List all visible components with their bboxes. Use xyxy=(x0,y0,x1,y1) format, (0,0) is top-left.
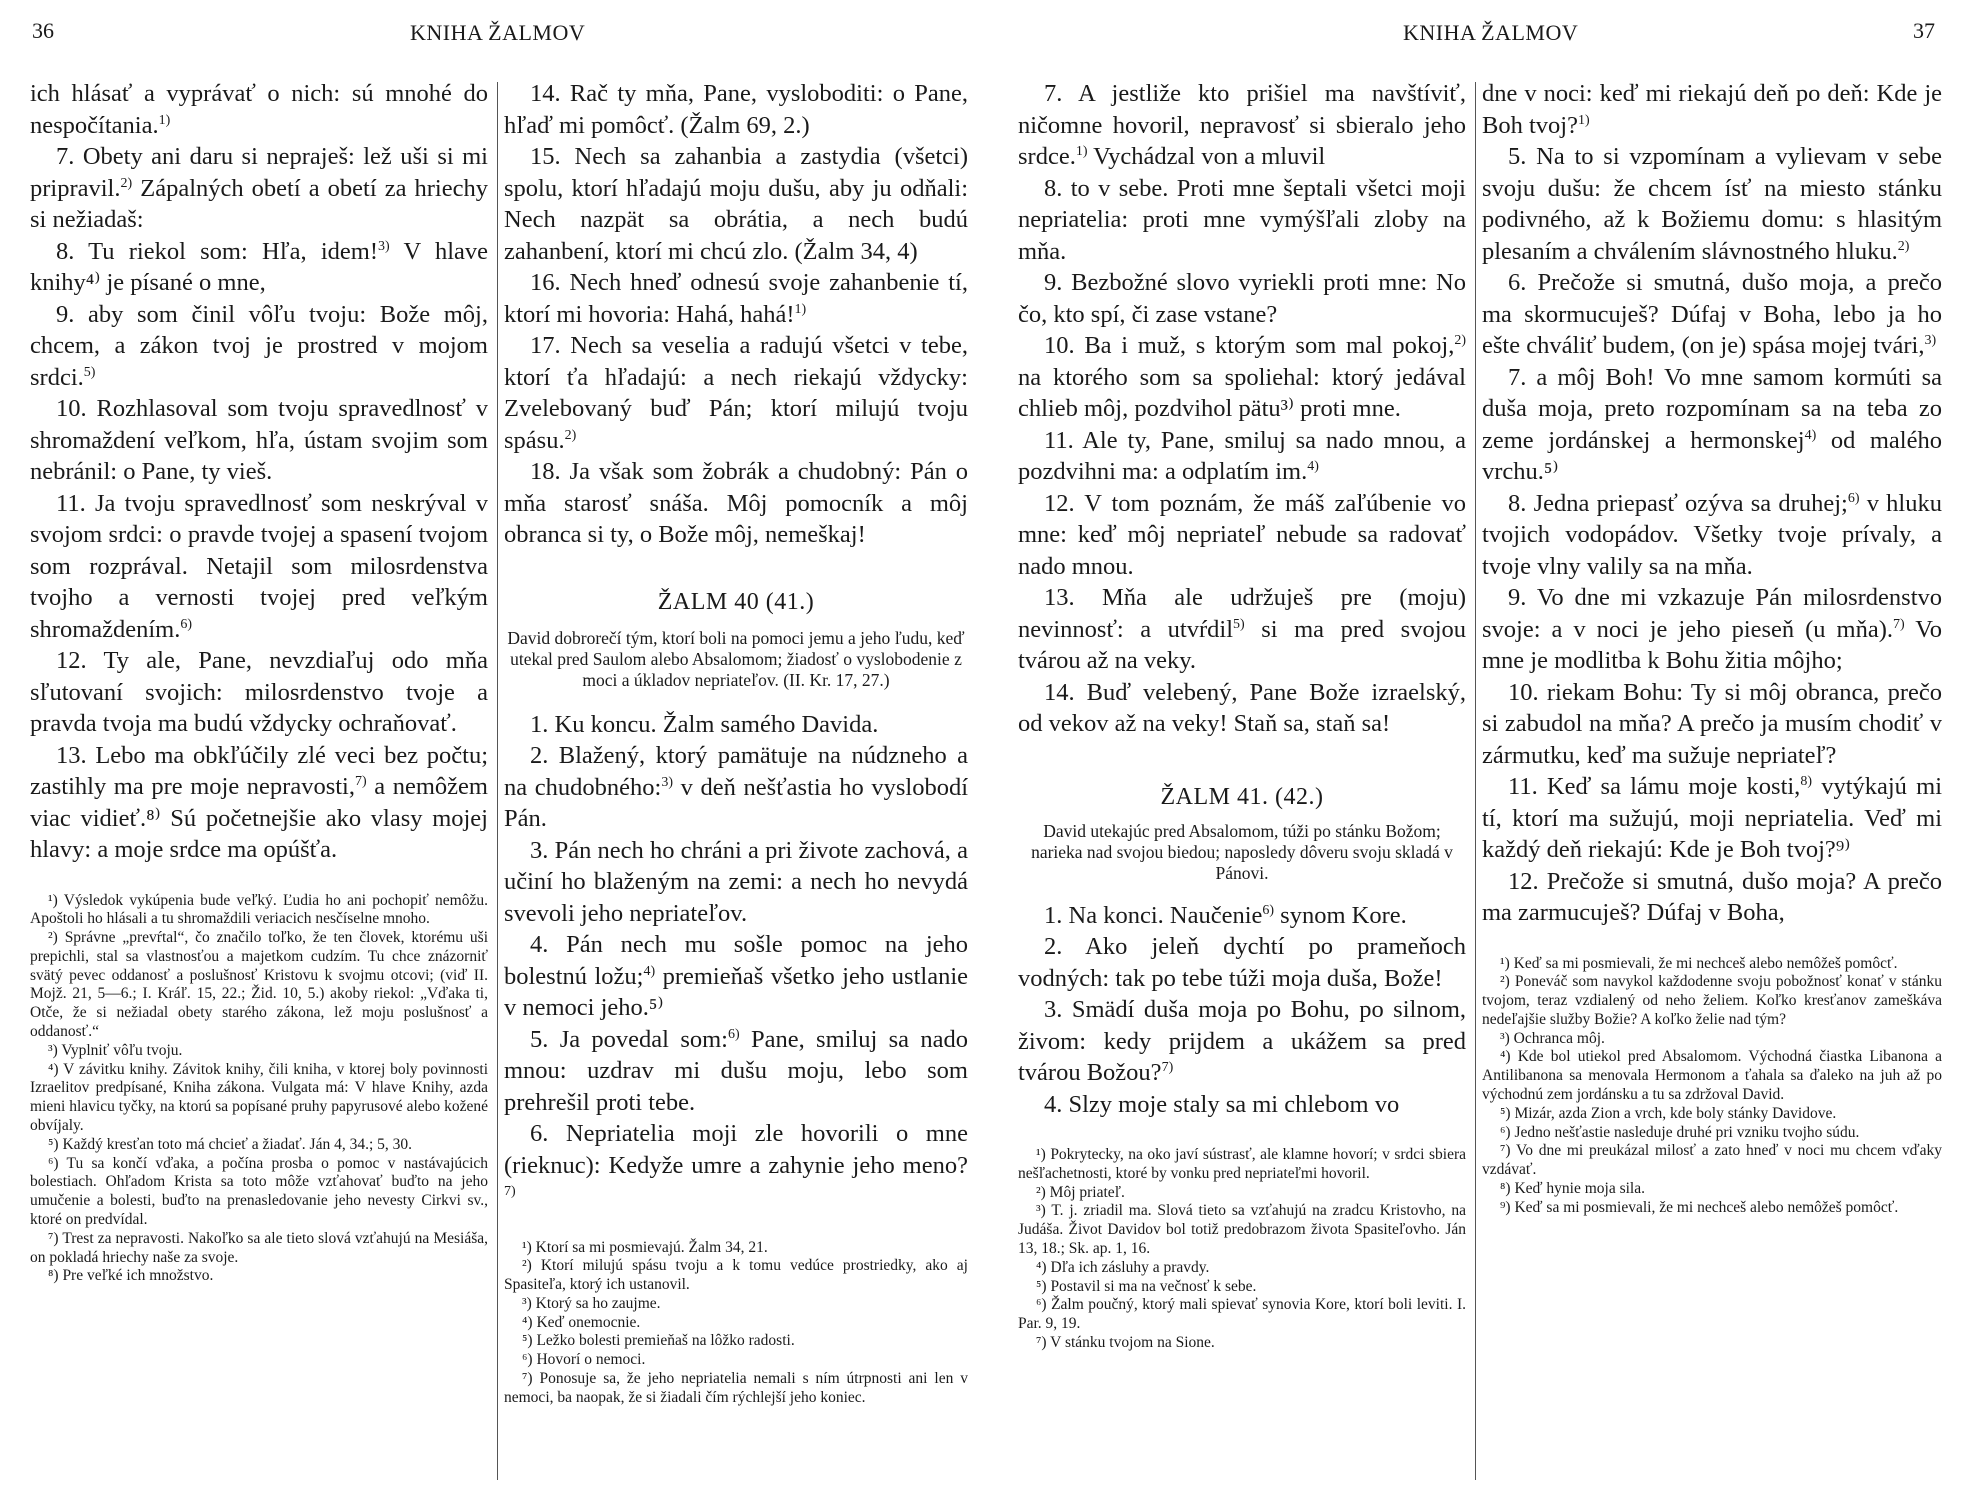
footnote: ⁷) Trest za nepravosti. Nakoľko sa ale tieto slová vzťahujú na Mesiáša, on pokladá hriechy naše za svoje. xyxy=(30,1229,488,1266)
footnote: ⁶) Hovorí o nemoci. xyxy=(522,1351,646,1369)
footnote: ¹) Keď sa mi posmievali, že mi nechceš alebo nemôžeš pomôcť. xyxy=(1500,954,1898,972)
verse-paragraph: 9. Vo dne mi vzkazuje Pán milosrdenstvo svoje: a v noci je jeho pieseň (u mňa).$^{7)}$ Vo mne je modlitba k Bohu žitia môjho; xyxy=(1482,584,1943,674)
verse-list xyxy=(1018,78,1466,740)
footnote: ³) T. j. zriadil ma. Slová tieto sa vzťahujú na zradcu Kristovho, na Judáša. Život Davidov bol totiž predobrazom života Spasiteľovho. Ján 13, 18.; Sk. ap. 1, 16. xyxy=(1018,1202,1466,1257)
verse-paragraph: 9. Bezbožné slovo vyriekli proti mne: No čo, kto spí, či zase vstane? xyxy=(1018,269,1466,328)
verse-paragraph: 10. Rozhlasoval som tvoju spravedlnosť v shromaždení veľkom, hľa, ústam svojim som nebránil: o Pane, ty vieš. xyxy=(30,395,488,485)
verse-paragraph: 12. Ty ale, Pane, nevzdiaľuj odo mňa sľutovaní svojich: milosrdenstvo tvoje a pravda tvoja ma budú vždycky ochraňovať. xyxy=(30,647,488,737)
footnote: ⁵) Každý kresťan toto má chcieť a žiadať. Ján 4, 34.; 5, 30. xyxy=(48,1135,413,1153)
footnotes xyxy=(1482,955,1942,1218)
footnote: ⁵) Ležko bolesti premieňaš na lôžko radosti. xyxy=(522,1332,795,1350)
verse-paragraph: ich hlásať a vyprávať o nich: sú mnohé do nespočítania.$^{1)}$ xyxy=(30,80,488,139)
footnote: ³) Ktorý sa ho zaujme. xyxy=(522,1294,661,1312)
verse-list xyxy=(504,78,968,551)
footnote: ²) Správne „prevŕtal“, čo značilo toľko, že ten človek, ktorému uši prepichli, stal sa vlastnosťou a majetkom cudzím. Tu chce znázorniť svätý pevec oddanosť a poslušnosť Kristovu k svojmu otcovi; (viď II. Mojž. 21, 5—6.; I. Kráľ. 15, 22.; Žid. 10, 5.) akoby riekol: „Vďaka ti, Otče, že si nežiadal obety starého zákona, lež moju poslušnosť a oddanosť.“ xyxy=(30,929,488,1041)
verse-paragraph: 6. Prečože si smutná, dušo moja, a prečo ma skormucuješ? Dúfaj v Boha, lebo ja ho ešte chváliť budem, (on je) spása mojej tvári,$^{3)}$ xyxy=(1482,269,1942,359)
verse-paragraph: 7. A jestliže kto prišiel ma navštíviť, ničomne hovoril, nepravosť si sbieralo jeho srdce.$^{1)}$ Vychádzal von a mluvil xyxy=(1018,80,1466,170)
verse-paragraph: 6. Nepriatelia moji zle hovorili o mne (rieknuc): Kedyže umre a zahynie jeho meno?$^{7)}$ xyxy=(504,1120,968,1199)
footnote: ²) Poneváč som navykol každodenne svoju pobožnosť konať v stánku tvojom, teraz vzdialený od neho želiem. Koľko kresťanov zameškáva nedeľajšie služby Božie? A koľko želie nad tým? xyxy=(1482,973,1942,1028)
verse-paragraph: 10. Ba i muž, s ktorým som mal pokoj,$^{2)}$ na ktorého som sa spoliehal: ktorý jedával chlieb môj, pozdvihol pätu³⁾ proti mne. xyxy=(1018,332,1466,422)
verse-list xyxy=(1018,900,1466,1121)
verse-paragraph: 8. Tu riekol som: Hľa, idem!$^{3)}$ V hlave knihy⁴⁾ je písané o mne, xyxy=(30,237,489,296)
column-divider xyxy=(497,82,498,1480)
footnote: ⁴) Kde bol utiekol pred Absalomom. Východná čiastka Libanona a Antilibanona sa menovala Hermonom a ťahala sa ďaleko na juh až po východnú zem jordánsku a tu sa zdržoval David. xyxy=(1482,1048,1942,1104)
footnote: ⁵) Mizár, azda Zion a vrch, kde boly stánky Davidove. xyxy=(1500,1104,1837,1122)
verse-paragraph: 7. a môj Boh! Vo mne samom kormúti sa duša moja, preto rozpomínam sa na teba zo zeme jordánskej a hermonskej$^{4)}$ od malého vrchu.⁵⁾ xyxy=(1482,363,1942,485)
verse-paragraph: 8. to v sebe. Proti mne šeptali všetci moji nepriatelia: proti mne vymýšľali zloby na mňa. xyxy=(1018,174,1466,265)
page-number: 37 xyxy=(1913,18,1935,43)
footnote: ⁶) Jedno nešťastie nasleduje druhé pri vzniku tvojho súdu. xyxy=(1500,1123,1860,1141)
footnote: ⁴) Dľa ich zásluhy a pravdy. xyxy=(1036,1258,1210,1276)
footnote: ⁴) V závitku knihy. Závitok knihy, čili kniha, v ktorej boly povinnosti Izraelitov predpísané, Kniha zákona. Vulgata má: V hlave Knihy, azda mieni hlavicu tyčky, na ktorú sa popísané pruhy papyrusové alebo kožené obvíjaly. xyxy=(30,1060,488,1135)
left-page-column-1 xyxy=(30,78,488,1286)
column-divider xyxy=(1475,82,1476,1480)
footnote: ⁶) Žalm poučný, ktorý mali spievať synovia Kore, ktorí boli leviti. I. Par. 9, 19. xyxy=(1018,1296,1466,1333)
psalm-heading: ŽALM 40 (41.) xyxy=(657,588,815,615)
verse-paragraph: 4. Pán nech mu sošle pomoc na jeho bolestnú ložu;$^{4)}$ premieňaš všetko jeho ustlanie v nemoci jeho.⁵⁾ xyxy=(504,931,968,1021)
footnotes xyxy=(504,1239,968,1408)
verse-paragraph: 15. Nech sa zahanbia a zastydia (všetci) spolu, ktorí hľadajú moju dušu, aby ju odňali: Nech nazpät sa obrátia, a nech budú zahanbení, ktorí mi chcú zlo. (Žalm 34, 4) xyxy=(504,143,968,265)
verse-paragraph: 7. Obety ani daru si nepraješ: lež uši si mi pripravil.$^{2)}$ Zápalných obetí a obetí za hriechy si nežiadaš: xyxy=(30,143,488,233)
verse-paragraph: 9. aby som činil vôľu tvoju: Bože môj, chcem, a zákon tvoj je prostred v mojom srdci.$^{5)}$ xyxy=(30,300,488,391)
verse-paragraph: 14. Rač ty mňa, Pane, vysloboditi: o Pane, hľaď mi pomôcť. (Žalm 69, 2.) xyxy=(504,80,968,139)
right-page-column-2 xyxy=(1482,78,1942,1218)
right-page xyxy=(985,0,1971,1500)
verse-paragraph: 18. Ja však som žobrák a chudobný: Pán o mňa starosť snáša. Môj pomocník a môj obranca si ty, o Bože môj, nemeškaj! xyxy=(504,458,968,548)
verse-paragraph: 3. Smädí duša moja po Bohu, po silnom, živom: kedy prijdem a ukážem sa pred tvárou Božou?$^{7)}$ xyxy=(1018,996,1466,1086)
footnote: ⁸) Keď hynie moja sila. xyxy=(1500,1180,1645,1198)
verse-paragraph: 8. Jedna priepasť ozýva sa druhej;$^{6)}$ v hluku tvojich vodopádov. Všetky tvoje prívaly, a tvoje vlny valily sa na mňa. xyxy=(1482,489,1942,580)
verse-paragraph: 2. Ako jeleň dychtí po prameňoch vodných: tak po tebe túži moja duša, Bože! xyxy=(1018,933,1466,992)
verse-paragraph: 16. Nech hneď odnesú svoje zahanbenie tí, ktorí mi hovoria: Hahá, hahá!$^{1)}$ xyxy=(504,269,968,328)
verse-paragraph: 12. Prečože si smutná, dušo moja? A prečo ma zarmucuješ? Dúfaj v Boha, xyxy=(1482,867,1942,926)
footnote: ⁷) Vo dne mi preukázal milosť a zato hneď v noci mu chcem vďaky vzdávať. xyxy=(1482,1142,1942,1179)
footnote: ⁴) Keď onemocnie. xyxy=(522,1313,641,1331)
verse-paragraph: 13. Mňa ale udržuješ pre (moju) nevinnosť: a utvŕdil$^{5)}$ si ma pred svojou tvárou až na veky. xyxy=(1018,584,1466,674)
footnotes xyxy=(30,892,488,1287)
footnote: ⁷) Ponosuje sa, že jeho nepriatelia nemali s ním útrpnosti ani len v nemoci, ba naopak, že si žiadali čím rýchlejší jeho koniec. xyxy=(504,1370,968,1406)
footnote: ⁶) Tu sa končí vďaka, a počína prosba o pomoc v nastávajúcich bolestiach. Ohľadom Krista sa toto môže vzťahovať buďto na jeho umučenie a bolesti, buďto na prenasledovanie jeho nevesty Cirkvi sv., ktoré on predvídal. xyxy=(30,1154,488,1229)
footnote: ¹) Výsledok vykúpenia bude veľký. Ľudia ho ani pochopiť nemôžu. Apoštoli ho hlásali a tu shromaždili veriacich nesčíselne mnoho. xyxy=(30,891,488,928)
left-page xyxy=(0,0,985,1500)
verse-paragraph: 14. Buď velebený, Pane Bože izraelský, od vekov až na veky! Staň sa, staň sa! xyxy=(1018,678,1466,737)
verse-paragraph: 11. Keď sa lámu moje kosti,$^{8)}$ vytýkajú mi tí, ktorí ma sužujú, moji nepriatelia. Veď mi každý deň riekajú: Kde je Boh tvoj?⁹⁾ xyxy=(1482,773,1942,863)
right-page-column-1 xyxy=(1018,78,1466,1353)
verse-paragraph: 2. Blažený, ktorý pamätuje na núdzneho a na chudobného:$^{3)}$ v deň nešťastia ho vyslobodí Pán. xyxy=(504,742,968,832)
footnote: ⁵) Postavil si ma na večnosť k sebe. xyxy=(1036,1277,1257,1295)
psalm-summary: David utekajúc pred Absalomom, túži po stánku Božom; narieka nad svojou biedou; naposledy dôveru svoju skladá v Pánovi. xyxy=(1031,820,1453,883)
footnote: ²) Ktorí milujú spásu tvoju a k tomu vedúce prostriedky, ako aj Spasiteľa, ktorý ich ustanovil. xyxy=(504,1257,968,1294)
verse-paragraph: 1. Na konci. Naučenie$^{6)}$ synom Kore. xyxy=(1044,901,1407,929)
running-header: KNIHA ŽALMOV xyxy=(1403,20,1579,45)
running-header: KNIHA ŽALMOV xyxy=(410,20,586,45)
footnote: ¹) Ktorí sa mi posmievajú. Žalm 34, 21. xyxy=(522,1238,768,1256)
footnote: ³) Ochranca môj. xyxy=(1500,1029,1605,1047)
footnote: ⁹) Keď sa mi posmievali, že mi nechceš alebo nemôžeš pomôcť. xyxy=(1500,1198,1899,1216)
psalm-summary: David dobrorečí tým, ktorí boli na pomoci jemu a jeho ľudu, keď utekal pred Saulom alebo Absalomom; žiadosť o vyslobodenie z moci a úkladov nepriateľov. (II. Kr. 17, 27.) xyxy=(507,627,965,690)
page-number: 36 xyxy=(32,18,54,43)
verse-paragraph: 4. Slzy moje staly sa mi chlebom vo xyxy=(1044,1090,1400,1118)
verse-paragraph: 13. Lebo ma obkľúčily zlé veci bez počtu; zastihly ma pre moje nepravosti,$^{7)}$ a nemôžem viac vidieť.⁸⁾ Sú početnejšie ako vlasy mojej hlavy: a moje srdce ma opúšťa. xyxy=(30,741,488,863)
verse-paragraph: 5. Ja povedal som:$^{6)}$ Pane, smiluj sa nado mnou: uzdrav mi dušu moju, lebo som prehrešil proti tebe. xyxy=(504,1025,968,1116)
left-page-column-2 xyxy=(504,78,968,1408)
footnote: ²) Môj priateľ. xyxy=(1036,1183,1125,1201)
footnotes xyxy=(1018,1146,1466,1353)
verse-paragraph: 3. Pán nech ho chráni a pri živote zachová, a učiní ho blaženým na zemi: a nech ho nevydá svevoli jeho nepriateľov. xyxy=(504,836,968,927)
verse-paragraph: 5. Na to si vzpomínam a vylievam v sebe svoju dušu: že chcem ísť na miesto stánku podivného, až k Božiemu domu: s hlasitým plesaním a chválením slávnostného hluku.$^{2)}$ xyxy=(1482,143,1942,265)
verse-list xyxy=(30,78,488,866)
footnote: ⁷) V stánku tvojom na Sione. xyxy=(1036,1333,1215,1351)
verse-paragraph: 11. Ja tvoju spravedlnosť som neskrýval v svojom srdci: o pravde tvojej a spasení tvojom som rozprával. Netajil som milosrdenstva tvojho a vernosti tvojej pred veľkým shromaždením.$^{6)}$ xyxy=(30,489,488,643)
verse-list xyxy=(1482,78,1942,929)
verse-paragraph: 10. riekam Bohu: Ty si môj obranca, prečo si zabudol na mňa? A prečo ja musím chodiť v zármutku, keď ma sužuje nepriateľ? xyxy=(1482,678,1942,769)
verse-paragraph: 11. Ale ty, Pane, smiluj sa nado mnou, a pozdvihni ma: a odplatím im.$^{4)}$ xyxy=(1018,426,1466,485)
psalm-heading: ŽALM 41. (42.) xyxy=(1160,783,1324,810)
verse-list xyxy=(504,709,968,1213)
footnote: ³) Vyplniť vôľu tvoju. xyxy=(48,1041,183,1059)
footnote: ⁸) Pre veľké ich množstvo. xyxy=(48,1267,214,1285)
footnote: ¹) Pokrytecky, na oko javí sústrasť, ale klamne hovorí; v srdci sbiera nešľachetnosti, ktoré by vonku pred nepriateľmi hovoril. xyxy=(1018,1146,1466,1182)
verse-paragraph: 12. V tom poznám, že máš zaľúbenie vo mne: keď môj nepriateľ nebude sa radovať nado mnou. xyxy=(1018,489,1466,580)
verse-paragraph: 1. Ku koncu. Žalm samého Davida. xyxy=(530,710,879,738)
verse-paragraph: dne v noci: keď mi riekajú deň po deň: Kde je Boh tvoj?$^{1)}$ xyxy=(1482,80,1942,139)
verse-paragraph: 17. Nech sa veselia a radujú všetci v tebe, ktorí ťa hľadajú: a nech riekajú vždycky: Zvelebovaný buď Pán; ktorí milujú tvoju spásu.$^{2)}$ xyxy=(504,332,968,454)
